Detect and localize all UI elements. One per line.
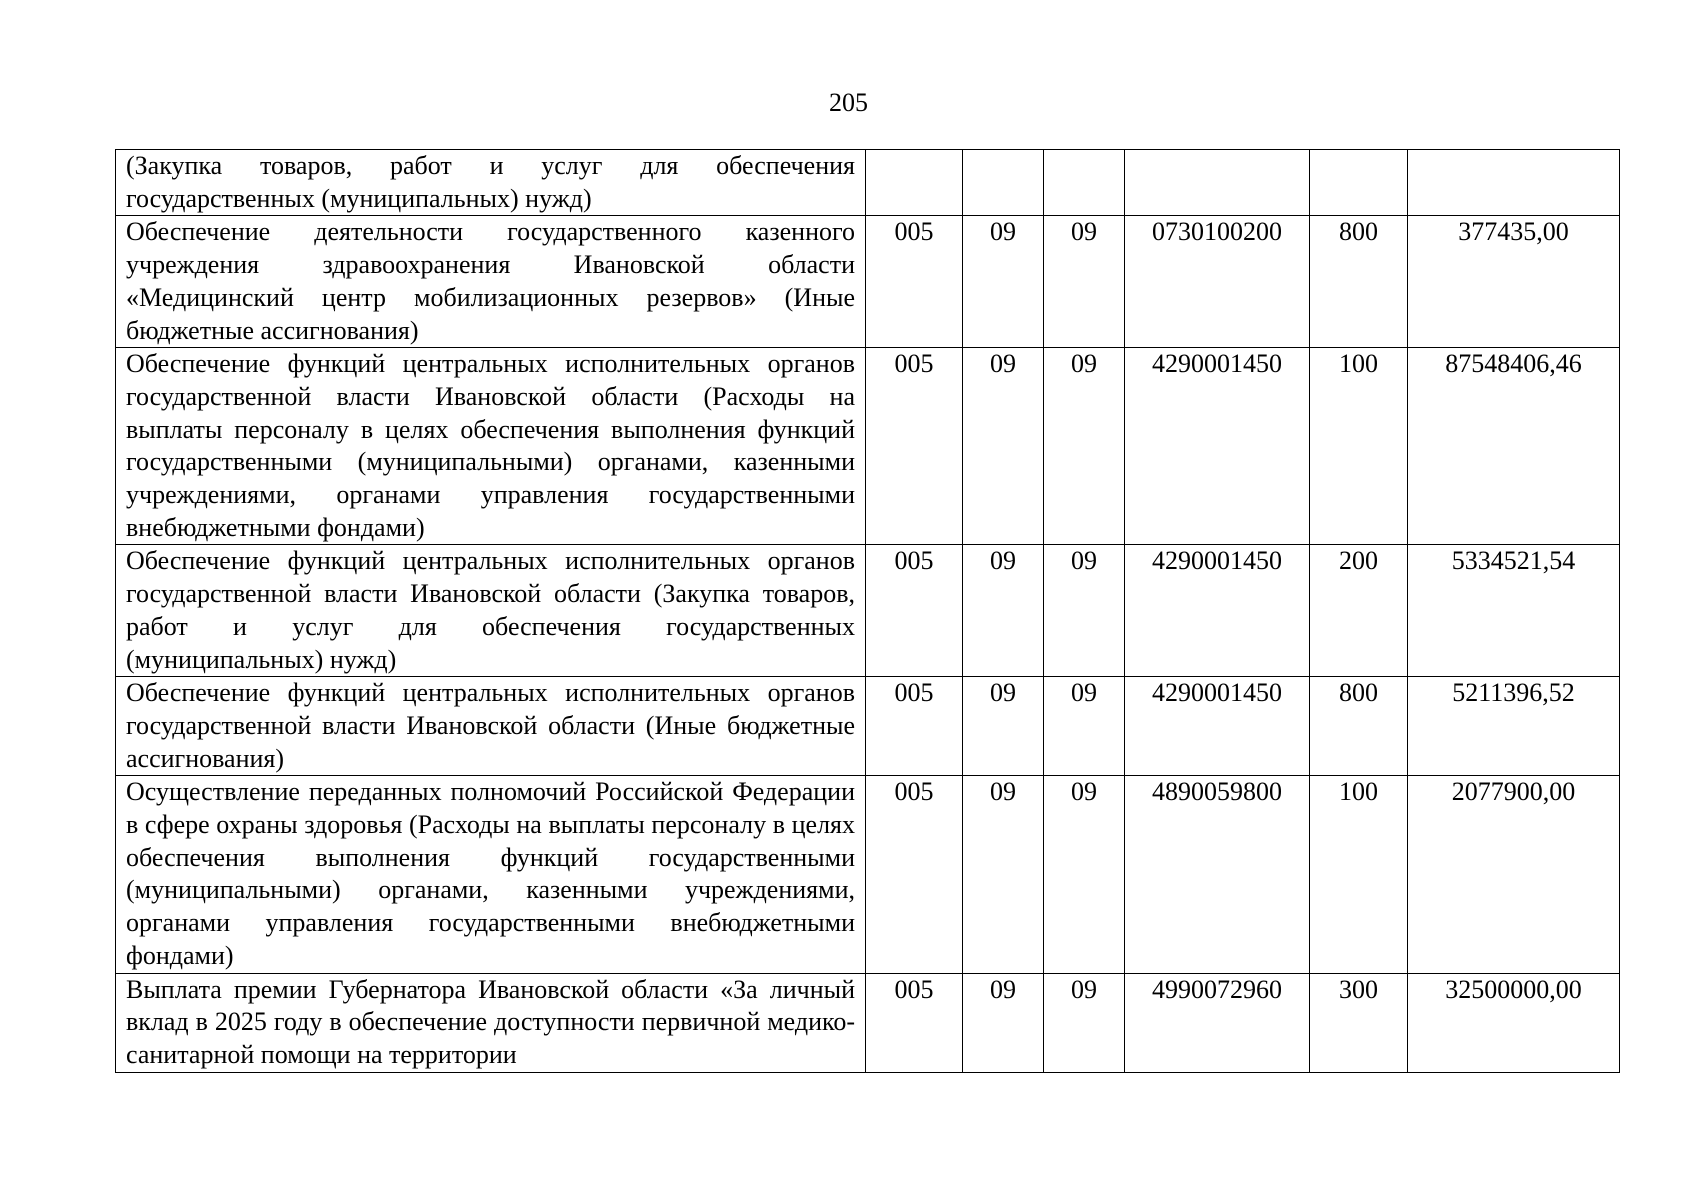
row-section-code: 09	[963, 776, 1044, 973]
row-amount: 377435,00	[1408, 216, 1620, 348]
row-expense-type	[1310, 150, 1408, 216]
row-grbs-code: 005	[866, 545, 963, 677]
row-target-article: 4290001450	[1125, 348, 1310, 545]
row-amount: 87548406,46	[1408, 348, 1620, 545]
row-grbs-code: 005	[866, 973, 963, 1072]
row-grbs-code: 005	[866, 776, 963, 973]
row-description: (Закупка товаров, работ и услуг для обеспечения государственных (муниципальных) нужд)	[116, 150, 866, 216]
table-row	[116, 677, 1620, 776]
row-grbs-code	[866, 150, 963, 216]
row-expense-type: 300	[1310, 973, 1408, 1072]
row-target-article: 4990072960	[1125, 973, 1310, 1072]
row-amount: 2077900,00	[1408, 776, 1620, 973]
row-description: Обеспечение функций центральных исполнительных органов государственной власти Ивановской области (Закупка товаров, работ и услуг для обеспечения государственных (муниципальных) нужд)	[116, 545, 866, 677]
row-description: Выплата премии Губернатора Ивановской области «За личный вклад в 2025 году в обеспечение доступности первичной медико-санитарной помощи на территории	[116, 973, 866, 1072]
row-subsection-code: 09	[1044, 545, 1125, 677]
row-section-code: 09	[963, 973, 1044, 1072]
row-section-code: 09	[963, 216, 1044, 348]
row-section-code: 09	[963, 545, 1044, 677]
budget-table	[115, 149, 1620, 1073]
page-number: 205	[829, 88, 868, 117]
row-section-code: 09	[963, 677, 1044, 776]
row-description: Обеспечение функций центральных исполнительных органов государственной власти Ивановской области (Расходы на выплаты персоналу в целях обеспечения выполнения функций государственными (муниципальными) органами, казенными учреждениями, органами управления государственными внебюджетными фондами)	[116, 348, 866, 545]
row-subsection-code: 09	[1044, 216, 1125, 348]
table-row	[116, 545, 1620, 677]
row-target-article: 4290001450	[1125, 545, 1310, 677]
row-description: Обеспечение функций центральных исполнительных органов государственной власти Ивановской области (Иные бюджетные ассигнования)	[116, 677, 866, 776]
row-subsection-code: 09	[1044, 348, 1125, 545]
row-description: Осуществление переданных полномочий Российской Федерации в сфере охраны здоровья (Расходы на выплаты персоналу в целях обеспечения выполнения функций государственными (муниципальными) органами, казенными учреждениями, органами управления государственными внебюджетными фондами)	[116, 776, 866, 973]
row-amount: 32500000,00	[1408, 973, 1620, 1072]
row-expense-type: 100	[1310, 348, 1408, 545]
table-row	[116, 348, 1620, 545]
row-subsection-code: 09	[1044, 677, 1125, 776]
row-expense-type: 800	[1310, 677, 1408, 776]
table-row	[116, 973, 1620, 1072]
row-description: Обеспечение деятельности государственного казенного учреждения здравоохранения Ивановской области «Медицинский центр мобилизационных резервов» (Иные бюджетные ассигнования)	[116, 216, 866, 348]
row-expense-type: 800	[1310, 216, 1408, 348]
row-target-article	[1125, 150, 1310, 216]
row-subsection-code	[1044, 150, 1125, 216]
table-row	[116, 216, 1620, 348]
table-row	[116, 150, 1620, 216]
row-amount	[1408, 150, 1620, 216]
row-target-article: 4290001450	[1125, 677, 1310, 776]
row-target-article: 0730100200	[1125, 216, 1310, 348]
row-grbs-code: 005	[866, 348, 963, 545]
row-expense-type: 200	[1310, 545, 1408, 677]
row-expense-type: 100	[1310, 776, 1408, 973]
row-section-code: 09	[963, 348, 1044, 545]
row-section-code	[963, 150, 1044, 216]
row-grbs-code: 005	[866, 216, 963, 348]
row-target-article: 4890059800	[1125, 776, 1310, 973]
row-amount: 5211396,52	[1408, 677, 1620, 776]
row-subsection-code: 09	[1044, 973, 1125, 1072]
row-subsection-code: 09	[1044, 776, 1125, 973]
table-row	[116, 776, 1620, 973]
row-grbs-code: 005	[866, 677, 963, 776]
row-amount: 5334521,54	[1408, 545, 1620, 677]
